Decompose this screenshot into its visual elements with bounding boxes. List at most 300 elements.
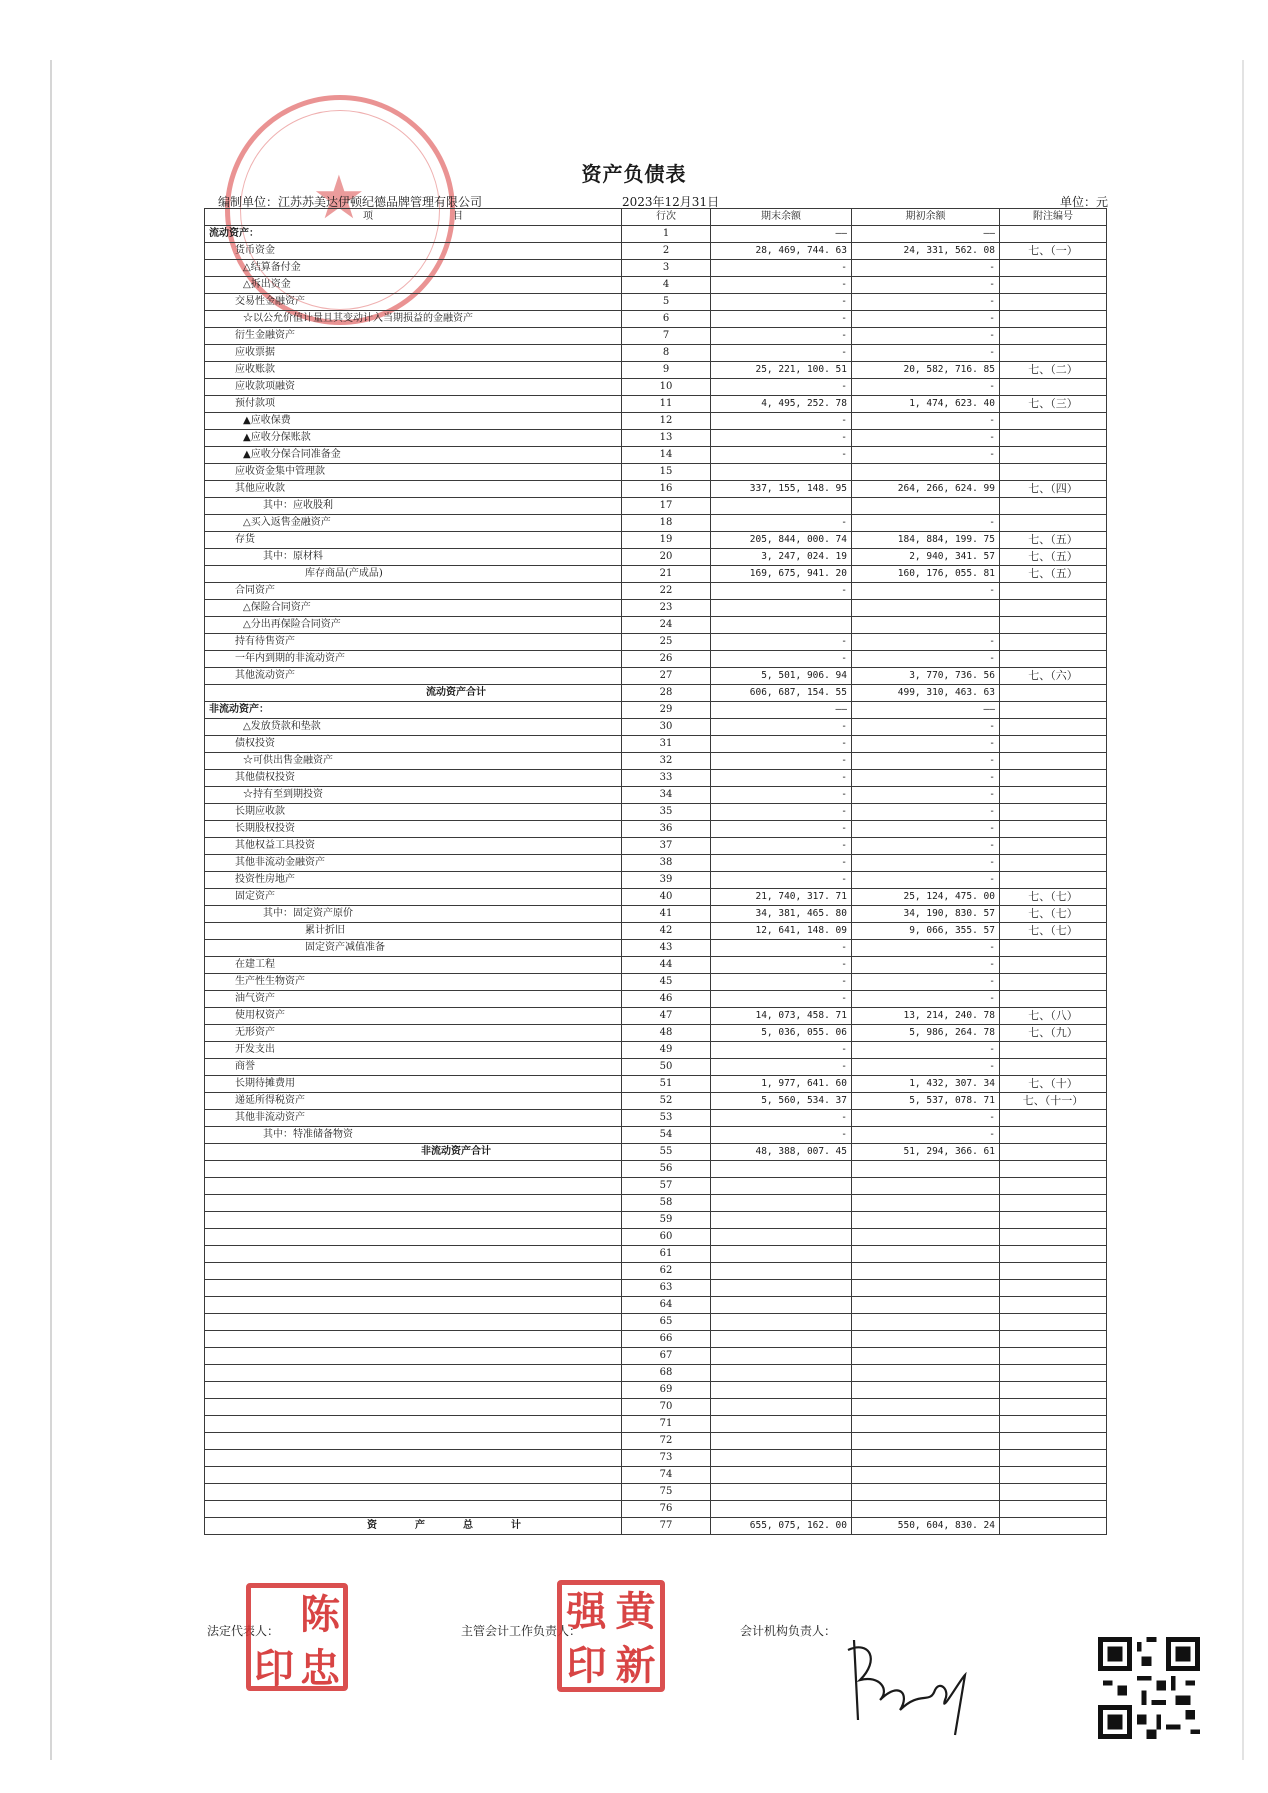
row-line-number: 41 (622, 906, 711, 923)
row-begin-balance: - (852, 957, 1000, 974)
row-end-balance (711, 1297, 852, 1314)
row-item-label: 资 产 总 计 (205, 1518, 622, 1535)
row-note-ref: 七、（九） (1000, 1025, 1107, 1042)
row-begin-balance: 9, 066, 355. 57 (852, 923, 1000, 940)
row-item-label (205, 1314, 622, 1331)
row-line-number: 44 (622, 957, 711, 974)
reporting-entity: 编制单位：江苏苏美达伊顿纪德品牌管理有限公司 (218, 195, 483, 209)
row-item-label: 其中：特准储备物资 (205, 1127, 622, 1144)
row-item-label: 非流动资产： (205, 702, 622, 719)
row-begin-balance: 25, 124, 475. 00 (852, 889, 1000, 906)
row-begin-balance: 5, 986, 264. 78 (852, 1025, 1000, 1042)
row-begin-balance: —— (852, 226, 1000, 243)
row-item-label: 存货 (205, 532, 622, 549)
seal-char: 印 (566, 1642, 607, 1689)
row-line-number: 20 (622, 549, 711, 566)
row-end-balance (711, 1399, 852, 1416)
row-end-balance (711, 600, 852, 617)
table-row (205, 1433, 1107, 1450)
row-note-ref (1000, 736, 1107, 753)
row-begin-balance (852, 1212, 1000, 1229)
row-note-ref (1000, 1518, 1107, 1535)
chief-accountant-label: 主管会计工作负责人： (461, 1624, 582, 1638)
row-end-balance: 28, 469, 744. 63 (711, 243, 852, 260)
row-note-ref (1000, 957, 1107, 974)
row-line-number: 54 (622, 1127, 711, 1144)
table-row (205, 481, 1107, 498)
row-note-ref: 七、（七） (1000, 906, 1107, 923)
row-line-number: 76 (622, 1501, 711, 1518)
row-line-number: 75 (622, 1484, 711, 1501)
row-item-label: 其他非流动金融资产 (205, 855, 622, 872)
row-end-balance: - (711, 634, 852, 651)
row-note-ref (1000, 1416, 1107, 1433)
row-begin-balance: - (852, 430, 1000, 447)
row-note-ref (1000, 1059, 1107, 1076)
row-line-number: 5 (622, 294, 711, 311)
row-end-balance: - (711, 277, 852, 294)
row-item-label: 长期待摊费用 (205, 1076, 622, 1093)
row-begin-balance (852, 1365, 1000, 1382)
seal-char: 陈 (300, 1591, 340, 1638)
row-end-balance: 25, 221, 100. 51 (711, 362, 852, 379)
table-row (205, 1484, 1107, 1501)
row-end-balance (711, 1246, 852, 1263)
row-end-balance (711, 1280, 852, 1297)
table-row (205, 1518, 1107, 1535)
verification-qr-code-icon (1098, 1637, 1200, 1739)
row-end-balance: 5, 501, 906. 94 (711, 668, 852, 685)
row-note-ref: 七、（五） (1000, 532, 1107, 549)
row-line-number: 46 (622, 991, 711, 1008)
row-begin-balance: - (852, 277, 1000, 294)
table-row (205, 787, 1107, 804)
row-note-ref (1000, 685, 1107, 702)
row-begin-balance: - (852, 447, 1000, 464)
row-item-label: 流动资产： (205, 226, 622, 243)
seal-char: 黄 (615, 1588, 656, 1635)
table-row (205, 379, 1107, 396)
row-end-balance (711, 1416, 852, 1433)
row-end-balance: 3, 247, 024. 19 (711, 549, 852, 566)
table-row (205, 753, 1107, 770)
row-end-balance: - (711, 974, 852, 991)
row-note-ref (1000, 1246, 1107, 1263)
row-line-number: 39 (622, 872, 711, 889)
row-line-number: 58 (622, 1195, 711, 1212)
row-note-ref (1000, 1331, 1107, 1348)
row-note-ref: 七、（六） (1000, 668, 1107, 685)
row-end-balance: 48, 388, 007. 45 (711, 1144, 852, 1161)
row-line-number: 77 (622, 1518, 711, 1535)
row-begin-balance: 13, 214, 240. 78 (852, 1008, 1000, 1025)
row-begin-balance: - (852, 311, 1000, 328)
row-item-label: ▲应收分保账款 (205, 430, 622, 447)
row-note-ref (1000, 1042, 1107, 1059)
row-item-label: 交易性金融资产 (205, 294, 622, 311)
row-item-label: 衍生金融资产 (205, 328, 622, 345)
table-row (205, 668, 1107, 685)
row-begin-balance: - (852, 345, 1000, 362)
row-note-ref (1000, 1263, 1107, 1280)
table-row (205, 1025, 1107, 1042)
row-line-number: 31 (622, 736, 711, 753)
row-begin-balance: - (852, 787, 1000, 804)
table-row (205, 345, 1107, 362)
table-row (205, 770, 1107, 787)
row-item-label: 开发支出 (205, 1042, 622, 1059)
row-line-number: 19 (622, 532, 711, 549)
row-note-ref (1000, 1450, 1107, 1467)
row-note-ref (1000, 515, 1107, 532)
row-begin-balance: - (852, 328, 1000, 345)
row-item-label: 固定资产减值准备 (205, 940, 622, 957)
personal-seal-huang (557, 1580, 665, 1692)
row-end-balance: - (711, 787, 852, 804)
seal-star-icon: ★ (312, 163, 366, 233)
row-item-label: 应收资金集中管理款 (205, 464, 622, 481)
row-begin-balance: - (852, 260, 1000, 277)
row-item-label: ☆可供出售金融资产 (205, 753, 622, 770)
row-begin-balance (852, 1195, 1000, 1212)
row-line-number: 64 (622, 1297, 711, 1314)
table-row (205, 243, 1107, 260)
row-begin-balance: - (852, 1127, 1000, 1144)
row-begin-balance: - (852, 719, 1000, 736)
table-row (205, 600, 1107, 617)
row-item-label (205, 1280, 622, 1297)
column-header-item: 项 目 (205, 209, 622, 226)
row-line-number: 28 (622, 685, 711, 702)
row-begin-balance: 550, 604, 830. 24 (852, 1518, 1000, 1535)
row-end-balance: 14, 073, 458. 71 (711, 1008, 852, 1025)
table-row (205, 1348, 1107, 1365)
row-line-number: 51 (622, 1076, 711, 1093)
table-row (205, 583, 1107, 600)
row-line-number: 16 (622, 481, 711, 498)
row-begin-balance: - (852, 753, 1000, 770)
row-line-number: 69 (622, 1382, 711, 1399)
row-note-ref (1000, 821, 1107, 838)
table-row (205, 1280, 1107, 1297)
row-begin-balance: 5, 537, 078. 71 (852, 1093, 1000, 1110)
row-line-number: 65 (622, 1314, 711, 1331)
row-item-label: 累计折旧 (205, 923, 622, 940)
row-begin-balance: - (852, 515, 1000, 532)
row-begin-balance: - (852, 855, 1000, 872)
row-line-number: 17 (622, 498, 711, 515)
row-note-ref (1000, 1161, 1107, 1178)
row-item-label (205, 1331, 622, 1348)
row-begin-balance: 3, 770, 736. 56 (852, 668, 1000, 685)
table-row (205, 1127, 1107, 1144)
row-begin-balance: - (852, 940, 1000, 957)
row-item-label: 其中：固定资产原价 (205, 906, 622, 923)
row-note-ref (1000, 1433, 1107, 1450)
row-end-balance: - (711, 804, 852, 821)
currency-unit: 单位：元 (1060, 195, 1109, 209)
row-begin-balance: 184, 884, 199. 75 (852, 532, 1000, 549)
row-note-ref: 七、（十一） (1000, 1093, 1107, 1110)
legal-representative-label: 法定代表人： (207, 1624, 280, 1638)
row-note-ref (1000, 634, 1107, 651)
row-item-label (205, 1263, 622, 1280)
table-row (205, 1399, 1107, 1416)
row-note-ref (1000, 226, 1107, 243)
table-row (205, 855, 1107, 872)
row-item-label: 其中：应收股利 (205, 498, 622, 515)
table-row (205, 362, 1107, 379)
row-begin-balance: - (852, 804, 1000, 821)
row-line-number: 56 (622, 1161, 711, 1178)
row-item-label: 其他流动资产 (205, 668, 622, 685)
seal-char: 新 (615, 1642, 656, 1689)
table-row (205, 617, 1107, 634)
row-note-ref (1000, 1195, 1107, 1212)
scan-edge-left (50, 60, 52, 1760)
table-row (205, 1144, 1107, 1161)
row-note-ref: 七、（七） (1000, 923, 1107, 940)
row-note-ref (1000, 872, 1107, 889)
row-note-ref: 七、（十） (1000, 1076, 1107, 1093)
row-line-number: 13 (622, 430, 711, 447)
row-note-ref (1000, 855, 1107, 872)
row-end-balance: - (711, 583, 852, 600)
row-line-number: 71 (622, 1416, 711, 1433)
column-header-note: 附注编号 (1000, 209, 1107, 226)
row-item-label: 一年内到期的非流动资产 (205, 651, 622, 668)
table-row (205, 311, 1107, 328)
table-row (205, 889, 1107, 906)
table-row (205, 1008, 1107, 1025)
table-row (205, 1246, 1107, 1263)
row-line-number: 37 (622, 838, 711, 855)
table-row (205, 566, 1107, 583)
row-begin-balance: 264, 266, 624. 99 (852, 481, 1000, 498)
row-line-number: 22 (622, 583, 711, 600)
row-end-balance: - (711, 328, 852, 345)
row-note-ref (1000, 260, 1107, 277)
row-item-label: 其他债权投资 (205, 770, 622, 787)
row-line-number: 8 (622, 345, 711, 362)
row-begin-balance (852, 1382, 1000, 1399)
row-end-balance (711, 1501, 852, 1518)
row-end-balance: - (711, 294, 852, 311)
row-line-number: 49 (622, 1042, 711, 1059)
row-item-label: 合同资产 (205, 583, 622, 600)
row-item-label: △结算备付金 (205, 260, 622, 277)
row-item-label (205, 1382, 622, 1399)
table-row (205, 328, 1107, 345)
row-begin-balance (852, 1161, 1000, 1178)
table-row (205, 1382, 1107, 1399)
row-end-balance (711, 1212, 852, 1229)
row-line-number: 61 (622, 1246, 711, 1263)
row-line-number: 62 (622, 1263, 711, 1280)
row-line-number: 9 (622, 362, 711, 379)
table-row (205, 1212, 1107, 1229)
seal-char: 印 (254, 1645, 294, 1692)
row-end-balance: - (711, 1042, 852, 1059)
row-note-ref (1000, 974, 1107, 991)
row-note-ref: 七、（五） (1000, 566, 1107, 583)
row-begin-balance (852, 617, 1000, 634)
table-row (205, 1365, 1107, 1382)
row-line-number: 36 (622, 821, 711, 838)
row-line-number: 10 (622, 379, 711, 396)
row-note-ref (1000, 753, 1107, 770)
row-line-number: 21 (622, 566, 711, 583)
row-end-balance: 1, 977, 641. 60 (711, 1076, 852, 1093)
table-row (205, 1501, 1107, 1518)
row-end-balance (711, 1467, 852, 1484)
table-row (205, 1297, 1107, 1314)
row-end-balance: - (711, 379, 852, 396)
row-begin-balance: - (852, 736, 1000, 753)
row-note-ref: 七、（七） (1000, 889, 1107, 906)
table-row (205, 1467, 1107, 1484)
table-row (205, 447, 1107, 464)
row-item-label (205, 1212, 622, 1229)
row-note-ref (1000, 1127, 1107, 1144)
table-row (205, 430, 1107, 447)
row-begin-balance (852, 1450, 1000, 1467)
table-row (205, 1416, 1107, 1433)
row-begin-balance: - (852, 821, 1000, 838)
row-item-label: 应收账款 (205, 362, 622, 379)
row-note-ref: 七、（三） (1000, 396, 1107, 413)
row-begin-balance: 1, 432, 307. 34 (852, 1076, 1000, 1093)
row-note-ref (1000, 838, 1107, 855)
row-note-ref (1000, 940, 1107, 957)
row-begin-balance (852, 464, 1000, 481)
row-end-balance: 169, 675, 941. 20 (711, 566, 852, 583)
row-line-number: 43 (622, 940, 711, 957)
row-item-label: 长期股权投资 (205, 821, 622, 838)
row-end-balance (711, 1314, 852, 1331)
row-end-balance: - (711, 345, 852, 362)
table-row (205, 277, 1107, 294)
row-item-label: 应收款项融资 (205, 379, 622, 396)
row-item-label: 预付款项 (205, 396, 622, 413)
row-item-label: 其他权益工具投资 (205, 838, 622, 855)
balance-sheet-table (204, 208, 1107, 1535)
row-note-ref (1000, 1365, 1107, 1382)
row-item-label (205, 1416, 622, 1433)
table-row (205, 413, 1107, 430)
row-item-label (205, 1348, 622, 1365)
row-end-balance: 337, 155, 148. 95 (711, 481, 852, 498)
row-end-balance (711, 464, 852, 481)
table-row (205, 549, 1107, 566)
row-end-balance: - (711, 447, 852, 464)
row-begin-balance (852, 498, 1000, 515)
row-note-ref (1000, 702, 1107, 719)
row-end-balance: - (711, 311, 852, 328)
row-line-number: 55 (622, 1144, 711, 1161)
row-line-number: 38 (622, 855, 711, 872)
row-item-label: △保险合同资产 (205, 600, 622, 617)
row-item-label: ▲应收保费 (205, 413, 622, 430)
row-note-ref (1000, 498, 1107, 515)
row-end-balance (711, 1348, 852, 1365)
row-begin-balance: 499, 310, 463. 63 (852, 685, 1000, 702)
row-note-ref (1000, 1229, 1107, 1246)
row-begin-balance: - (852, 1042, 1000, 1059)
row-item-label: 其他非流动资产 (205, 1110, 622, 1127)
row-note-ref (1000, 583, 1107, 600)
row-line-number: 67 (622, 1348, 711, 1365)
document-title: 资产负债表 (581, 162, 687, 186)
row-line-number: 26 (622, 651, 711, 668)
row-line-number: 48 (622, 1025, 711, 1042)
row-note-ref (1000, 1144, 1107, 1161)
row-note-ref (1000, 430, 1107, 447)
row-note-ref (1000, 294, 1107, 311)
table-row (205, 1263, 1107, 1280)
row-note-ref (1000, 1178, 1107, 1195)
row-item-label: 流动资产合计 (205, 685, 622, 702)
row-item-label: ▲应收分保合同准备金 (205, 447, 622, 464)
row-note-ref (1000, 447, 1107, 464)
accounting-head-label: 会计机构负责人： (740, 1624, 837, 1638)
row-note-ref (1000, 1467, 1107, 1484)
row-line-number: 45 (622, 974, 711, 991)
row-line-number: 42 (622, 923, 711, 940)
row-end-balance: - (711, 770, 852, 787)
row-end-balance (711, 498, 852, 515)
row-end-balance: - (711, 838, 852, 855)
row-end-balance: - (711, 719, 852, 736)
table-row (205, 685, 1107, 702)
table-row (205, 1110, 1107, 1127)
row-end-balance: - (711, 1110, 852, 1127)
row-line-number: 25 (622, 634, 711, 651)
row-item-label: 应收票据 (205, 345, 622, 362)
row-note-ref (1000, 379, 1107, 396)
row-end-balance: 606, 687, 154. 55 (711, 685, 852, 702)
table-row (205, 1076, 1107, 1093)
row-begin-balance (852, 1314, 1000, 1331)
row-item-label (205, 1433, 622, 1450)
row-end-balance (711, 1263, 852, 1280)
row-item-label (205, 1501, 622, 1518)
row-end-balance: - (711, 940, 852, 957)
row-end-balance: - (711, 821, 852, 838)
table-row (205, 804, 1107, 821)
row-line-number: 7 (622, 328, 711, 345)
row-line-number: 18 (622, 515, 711, 532)
row-end-balance (711, 1161, 852, 1178)
row-item-label (205, 1161, 622, 1178)
row-begin-balance (852, 1297, 1000, 1314)
row-line-number: 59 (622, 1212, 711, 1229)
row-begin-balance: - (852, 634, 1000, 651)
row-end-balance: 12, 641, 148. 09 (711, 923, 852, 940)
row-note-ref (1000, 1399, 1107, 1416)
row-begin-balance: - (852, 1110, 1000, 1127)
row-begin-balance (852, 1399, 1000, 1416)
row-note-ref (1000, 413, 1107, 430)
table-row (205, 1229, 1107, 1246)
row-end-balance (711, 1484, 852, 1501)
row-note-ref (1000, 464, 1107, 481)
row-begin-balance (852, 1263, 1000, 1280)
row-line-number: 30 (622, 719, 711, 736)
row-begin-balance (852, 1246, 1000, 1263)
row-item-label: △发放贷款和垫款 (205, 719, 622, 736)
row-item-label (205, 1246, 622, 1263)
